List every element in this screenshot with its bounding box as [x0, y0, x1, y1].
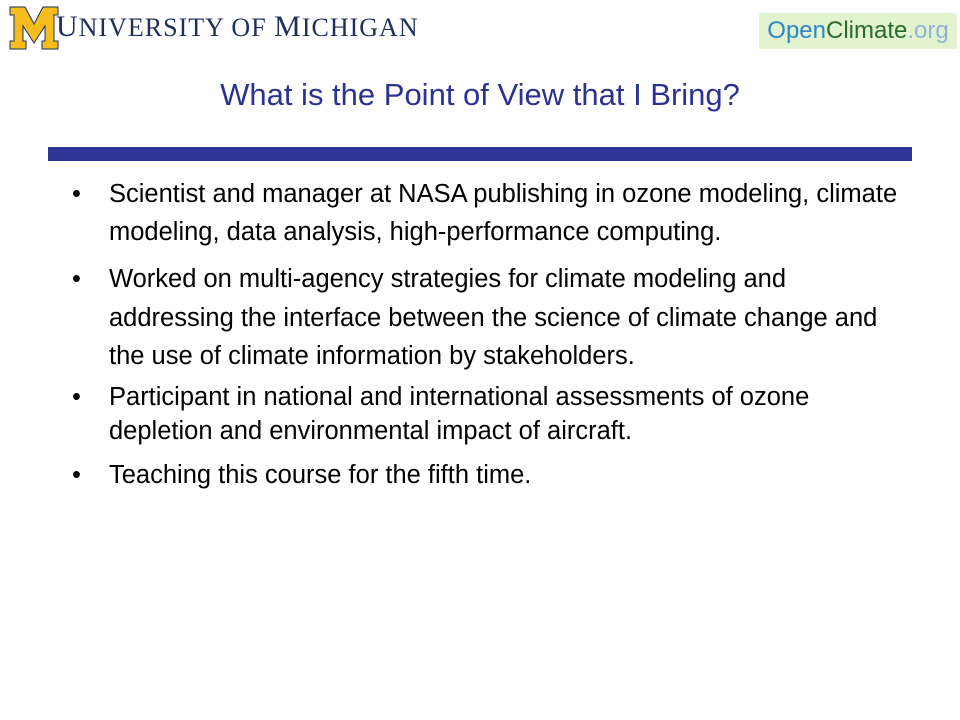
bullet-text: Worked on multi-agency strategies for climate modeling and addressing the interface between the science of climate change and the use of climate information by stakeholders.: [109, 265, 878, 370]
openclimate-badge: [759, 13, 957, 49]
block-m-icon: [8, 5, 60, 51]
university-wordmark: UNIVERSITY OF MICHIGAN: [56, 10, 419, 43]
badge-org-text: .org: [907, 17, 949, 44]
badge-climate-text: Climate: [826, 17, 908, 44]
bullet-text: Teaching this course for the fifth time.: [109, 460, 532, 489]
bullet-list: [64, 175, 904, 494]
slide-title: What is the Point of View that I Bring?: [220, 77, 740, 112]
bullet-text: Scientist and manager at NASA publishing in ozone modeling, climate modeling, data analysis, high-performance computing.: [109, 180, 898, 246]
bullet-item: [64, 380, 904, 448]
bullet-dot-icon: •: [72, 265, 81, 293]
bullet-dot-icon: •: [72, 382, 81, 411]
bullet-dot-icon: •: [72, 460, 81, 489]
bullet-item: [64, 456, 904, 494]
university-of-michigan-logo: [8, 4, 60, 52]
title-divider: [48, 147, 912, 161]
bullet-item: [64, 260, 904, 376]
bullet-item: [64, 175, 904, 251]
bullet-dot-icon: •: [72, 180, 81, 208]
bullet-text: Participant in national and international assessments of ozone depletion and environmental impact of aircraft.: [109, 382, 810, 445]
badge-open-text: Open: [767, 17, 826, 44]
